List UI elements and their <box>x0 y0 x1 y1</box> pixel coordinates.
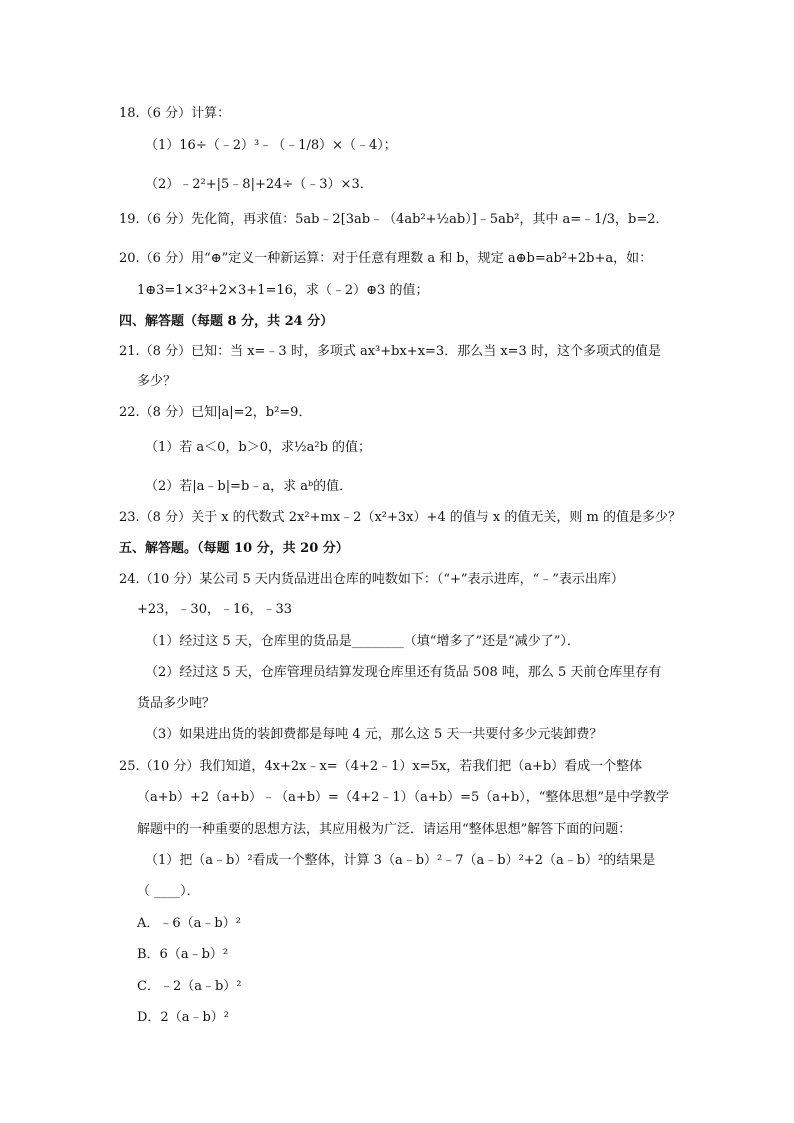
q25-option-d: D．2（a﹣b）² <box>137 1010 229 1025</box>
q19-text: 19.（6 分）先化简，再求值：5ab﹣2[3ab﹣（4ab²+½ab）]﹣5ab²，其中 a=﹣1/3，b=2． <box>119 212 669 227</box>
q20-line1: 20.（6 分）用“⊕”定义一种新运算：对于任意有理数 a 和 b，规定 a⊕b=ab²+2b+a，如： <box>119 251 653 266</box>
q24-part1: （1）经过这 5 天，仓库里的货品是________（填“增多了”还是“减少了”）． <box>145 634 580 649</box>
q20-line2: 1⊕3=1×3²+2×3+1=16，求（﹣2）⊕3 的值； <box>137 283 429 298</box>
q25-line3: 解题中的一种重要的思想方法，其应用极为广泛．请运用“整体思想”解答下面的问题： <box>137 822 632 837</box>
q25-option-b: B．6（a﹣b）² <box>137 947 229 962</box>
q24-part2b: 货品多少吨？ <box>137 696 216 711</box>
q25-option-c: C．﹣2（a﹣b）² <box>137 979 242 994</box>
q22-head: 22.（8 分）已知|a|=2，b²=9． <box>119 405 312 420</box>
q18-head: 18.（6 分）计算： <box>119 106 231 121</box>
q22-part2: （2）若|a﹣b|=b﹣a，求 aᵇ的值． <box>145 479 353 494</box>
q21-line1: 21.（8 分）已知：当 x=﹣3 时，多项式 ax³+bx+x=3．那么当 x=3 时，这个多项式的值是 <box>119 344 661 359</box>
q24-line1: 24.（10 分）某公司 5 天内货品进出仓库的吨数如下：（“+”表示进库，“﹣”表示出库） <box>119 572 624 587</box>
section-4-title: 四、解答题（每题 8 分，共 24 分） <box>119 314 334 329</box>
q25-option-a: A．﹣6（a﹣b）² <box>137 916 241 931</box>
q24-line2: +23，﹣30，﹣16，﹣33 <box>137 602 293 617</box>
q18-part1: （1）16÷（﹣2）³﹣（﹣1/8）×（﹣4）； <box>145 138 397 153</box>
q25-part1a: （1）把（a﹣b）²看成一个整体，计算 3（a﹣b）²﹣7（a﹣b）²+2（a﹣b）²的结果是 <box>145 853 656 868</box>
q22-part1: （1）若 a＜0，b＞0，求½a²b 的值； <box>145 440 372 455</box>
q25-part1b: （ ____）． <box>137 884 200 899</box>
q21-line2: 多少？ <box>137 374 177 389</box>
q18-part2: （2）﹣2²+|5﹣8|+24÷（﹣3）×3． <box>145 177 373 192</box>
q25-line2: （a+b）+2（a+b）﹣（a+b）=（4+2﹣1）（a+b）=5（a+b），“整体思想”是中学教学 <box>137 790 670 805</box>
q24-part3: （3）如果进出货的装卸费都是每吨 4 元，那么这 5 天一共要付多少元装卸费？ <box>145 727 603 742</box>
section-5-title: 五、解答题。（每题 10 分，共 20 分） <box>119 541 349 556</box>
q23-text: 23.（8 分）关于 x 的代数式 2x²+mx﹣2（x²+3x）+4 的值与 x 的值无关，则 m 的值是多少？ <box>119 510 681 525</box>
q25-line1: 25.（10 分）我们知道，4x+2x﹣x=（4+2﹣1）x=5x，若我们把（a+b）看成一个整体 <box>119 759 643 774</box>
q24-part2a: （2）经过这 5 天，仓库管理员结算发现仓库里还有货品 508 吨，那么 5 天前仓库里存有 <box>145 665 662 680</box>
